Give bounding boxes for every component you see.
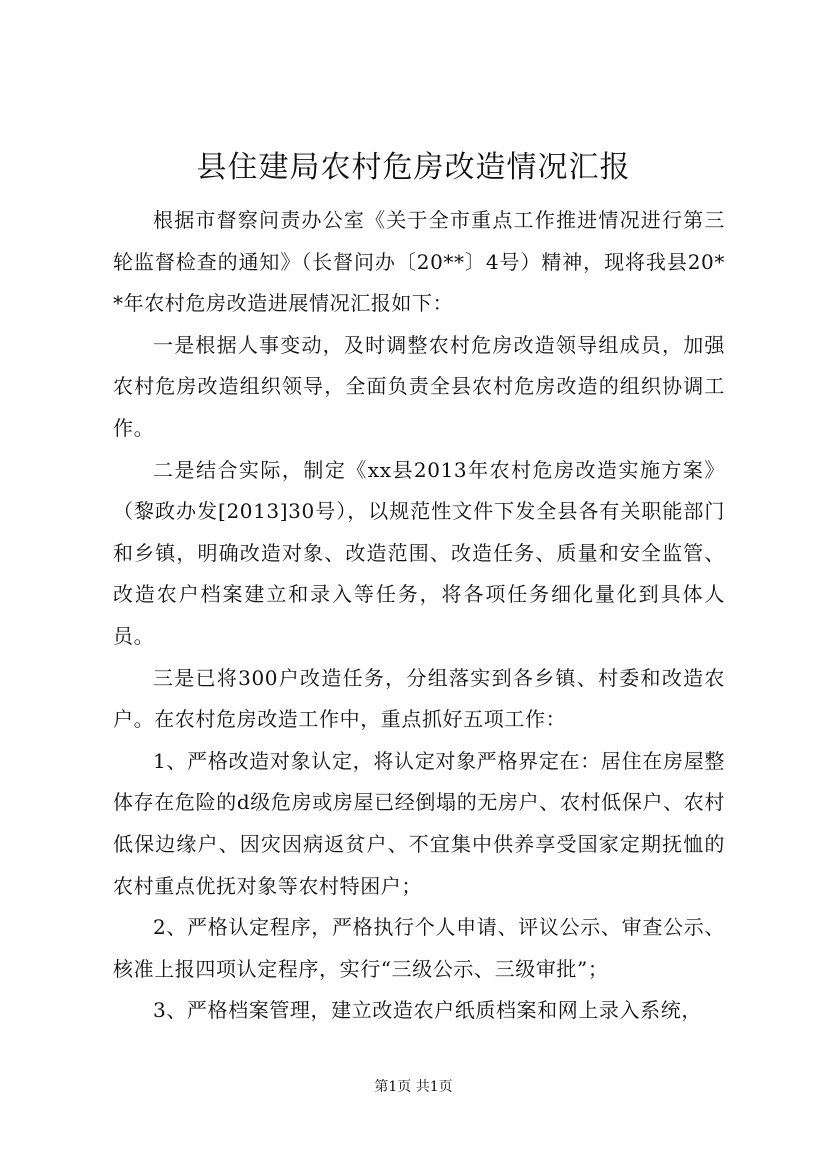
paragraph-intro: 根据市督察问责办公室《关于全市重点工作推进情况进行第三轮监督检查的通知》（长督问办〔20**〕4号）精神，现将我县20**年农村危房改造进展情况汇报如下： xyxy=(113,208,725,316)
page-number-footer: 第1页 共1页 xyxy=(374,1079,453,1095)
document-body xyxy=(113,200,725,1032)
document-title: 县住建局农村危房改造情况汇报 xyxy=(196,150,631,185)
paragraph-point-1: 1、严格改造对象认定，将认定对象严格界定在：居住在房屋整体存在危险的d级危房或房屋已经倒塌的无房户、农村低保户、农村低保边缘户、因灾因病返贫户、不宜集中供养享受国家定期抚恤的农村重点优抚对象等农村特困户； xyxy=(113,748,725,898)
paragraph-item-three: 三是已将300户改造任务，分组落实到各乡镇、村委和改造农户。在农村危房改造工作中，重点抓好五项工作： xyxy=(113,665,725,732)
paragraph-item-one: 一是根据人事变动，及时调整农村危房改造领导组成员，加强农村危房改造组织领导，全面负责全县农村危房改造的组织协调工作。 xyxy=(113,332,725,440)
paragraph-point-3: 3、严格档案管理，建立改造农户纸质档案和网上录入系统， xyxy=(153,998,702,1023)
paragraph-point-2: 2、严格认定程序，严格执行个人申请、评议公示、审查公示、核准上报四项认定程序，实行“三级公示、三级审批”； xyxy=(113,915,725,981)
paragraph-item-two: 二是结合实际，制定《xx县2013年农村危房改造实施方案》（黎政办发[2013]30号），以规范性文件下发全县各有关职能部门和乡镇，明确改造对象、改造范围、改造任务、质量和安全监管、改造农户档案建立和录入等任务，将各项任务细化量化到具体人员。 xyxy=(113,457,725,648)
